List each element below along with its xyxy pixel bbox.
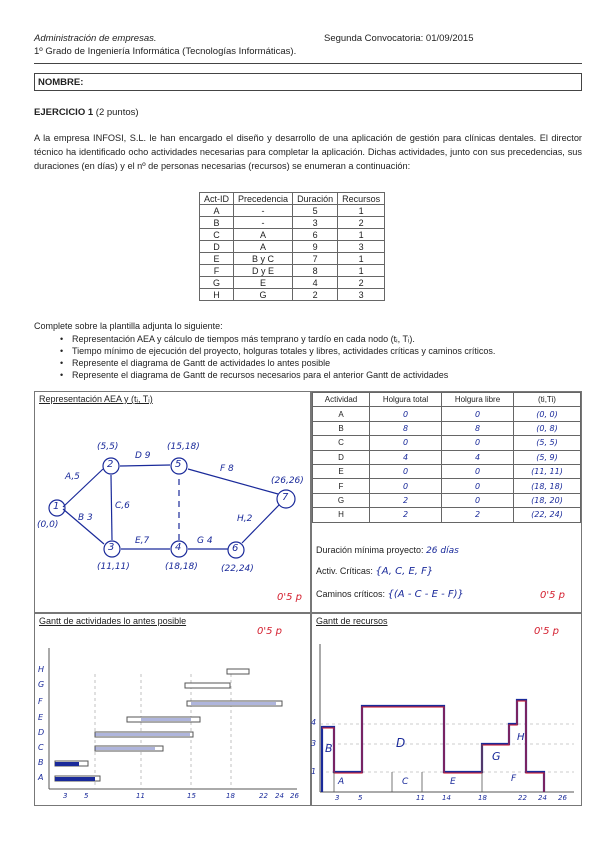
aea-network	[35, 392, 310, 612]
x-tick: 24	[275, 792, 284, 800]
course-name: Administración de empresas.	[34, 33, 157, 44]
cell: B y C	[234, 253, 293, 265]
cell: H	[200, 289, 234, 301]
cell: 1	[338, 229, 385, 241]
gantt-activities-chart	[35, 614, 310, 805]
x-tick: 3	[63, 792, 68, 800]
aea-title: Representación AEA y (tᵢ, Tᵢ)	[39, 394, 153, 404]
node-times: (0,0)	[37, 520, 59, 530]
col-times: (ti,Ti)	[514, 393, 581, 407]
gantt-activities-score: 0'5 p	[257, 626, 282, 637]
row-label: G	[38, 680, 45, 689]
cell: 4	[293, 277, 338, 289]
cell: 2	[338, 277, 385, 289]
cell: (18, 20)	[514, 493, 581, 507]
x-tick: 18	[478, 794, 487, 802]
x-tick: 5	[84, 792, 89, 800]
node-times: (5,5)	[97, 442, 119, 452]
node-times: (26,26)	[271, 476, 304, 486]
table-row	[313, 407, 581, 421]
resource-label: G	[492, 750, 501, 763]
duration-label: Duración mínima proyecto:	[316, 545, 424, 555]
cell: 0	[442, 479, 514, 493]
cell: D	[313, 450, 370, 464]
row-label: D	[38, 728, 45, 737]
col-duracion: Duración	[293, 193, 338, 205]
arc-label: C,6	[115, 501, 130, 511]
cell: 0	[442, 493, 514, 507]
node-label: 2	[107, 459, 114, 470]
cell: 2	[338, 217, 385, 229]
cell: A	[234, 241, 293, 253]
slack-box	[311, 391, 582, 613]
table-row	[200, 229, 385, 241]
x-tick: 26	[290, 792, 299, 800]
row-label: H	[38, 665, 45, 674]
col-act-id: Act-ID	[200, 193, 234, 205]
resource-label: D	[396, 736, 406, 750]
gantt-bar-g	[185, 683, 230, 688]
activities-header-row	[200, 193, 385, 205]
x-tick: 22	[518, 794, 527, 802]
table-row	[313, 508, 581, 522]
arc-c	[111, 475, 112, 540]
aea-box	[34, 391, 311, 613]
cell: 1	[338, 205, 385, 217]
y-tick: 4	[311, 718, 317, 727]
resource-label: B	[325, 742, 333, 755]
paths-value: {(A - C - E - F)}	[387, 589, 464, 600]
row-label: E	[38, 713, 44, 722]
gantt-resources-score: 0'5 p	[534, 626, 559, 637]
cell: 4	[370, 450, 442, 464]
table-row	[313, 493, 581, 507]
col-recursos: Recursos	[338, 193, 385, 205]
exercise-statement: A la empresa INFOSI, S.L. le han encargado el diseño y desarrollo de una aplicación de gestión para clínicas dentales. El director técnico ha identificado ocho actividades necesarias para completar la aplicación. Dichas actividades, junto con sus precedencias, sus duraciones (en días) y el nº de personas necesarias (recursos) se enumeran a continuación:	[34, 133, 582, 171]
table-row	[313, 421, 581, 435]
exercise-heading	[34, 107, 139, 118]
table-row	[313, 479, 581, 493]
x-tick: 24	[538, 794, 547, 802]
cell: (11, 11)	[514, 464, 581, 478]
paths-label: Caminos críticos:	[316, 589, 386, 599]
cell: 0	[442, 464, 514, 478]
cell: (5, 5)	[514, 436, 581, 450]
node-label: 5	[175, 459, 182, 470]
arc-label: F 8	[220, 464, 234, 474]
cell: C	[200, 229, 234, 241]
cell: -	[234, 205, 293, 217]
col-holgura-libre: Holgura libre	[442, 393, 514, 407]
row-label: C	[38, 743, 44, 752]
col-actividad: Actividad	[313, 393, 370, 407]
cell: 0	[370, 436, 442, 450]
row-label: B	[38, 758, 44, 767]
cell: E	[313, 464, 370, 478]
x-tick: 5	[358, 794, 363, 802]
resource-label: H	[517, 732, 525, 743]
y-tick: 1	[311, 767, 317, 776]
resource-label: E	[450, 777, 456, 787]
resource-label: A	[338, 777, 345, 787]
col-holgura-total: Holgura total	[370, 393, 442, 407]
duration-row	[316, 545, 459, 556]
name-field[interactable]	[34, 73, 582, 91]
cell: A	[200, 205, 234, 217]
row-label: F	[38, 697, 43, 706]
instruction-item: • Representación AEA y cálculo de tiempos más temprano y tardío en cada nodo (tᵢ, Tᵢ).	[72, 333, 495, 345]
cell: (22, 24)	[514, 508, 581, 522]
activities-table	[199, 192, 385, 301]
cell: E	[234, 277, 293, 289]
table-row	[200, 205, 385, 217]
exercise-points: (2 puntos)	[95, 107, 139, 118]
resource-label: C	[402, 777, 409, 787]
cell: 3	[293, 217, 338, 229]
table-row	[200, 217, 385, 229]
cell: 6	[293, 229, 338, 241]
arc-d	[120, 465, 170, 466]
critical-label: Activ. Críticas:	[316, 566, 373, 576]
gantt-activities-title: Gantt de actividades lo antes posible	[39, 616, 187, 626]
gantt-fill-f	[191, 702, 276, 705]
table-row	[313, 450, 581, 464]
cell: 5	[293, 205, 338, 217]
cell: G	[200, 277, 234, 289]
instructions-list	[72, 333, 495, 381]
arc-label: G 4	[197, 536, 213, 546]
arc-label: A,5	[65, 472, 80, 482]
cell: -	[234, 217, 293, 229]
arc-label: B 3	[78, 513, 93, 523]
table-row	[200, 241, 385, 253]
cell: A	[313, 407, 370, 421]
gantt-fill-e	[141, 718, 191, 721]
gantt-fill-d	[95, 733, 190, 736]
cell: C	[313, 436, 370, 450]
x-tick: 11	[416, 794, 425, 802]
node-label: 7	[282, 492, 289, 503]
node-label: 4	[175, 542, 182, 553]
duration-value: 26 días	[426, 546, 459, 556]
gantt-fill-b	[55, 762, 79, 766]
cell: 2	[370, 508, 442, 522]
node-label: 6	[232, 543, 239, 554]
x-tick: 26	[558, 794, 567, 802]
slack-table	[312, 392, 581, 523]
col-precedencia: Precedencia	[234, 193, 293, 205]
x-tick: 18	[226, 792, 235, 800]
cell: 0	[442, 436, 514, 450]
row-label: A	[38, 773, 44, 782]
arc-label: E,7	[135, 536, 150, 546]
aea-score: 0'5 p	[277, 592, 302, 603]
cell: 0	[442, 407, 514, 421]
cell: 3	[338, 289, 385, 301]
gantt-bar-h	[227, 669, 249, 674]
x-tick: 11	[136, 792, 145, 800]
exercise-title: EJERCICIO 1	[34, 107, 94, 118]
cell: (0, 8)	[514, 421, 581, 435]
cell: 8	[293, 265, 338, 277]
table-row	[313, 436, 581, 450]
cell: G	[234, 289, 293, 301]
instruction-item: • Tiempo mínimo de ejecución del proyecto, holguras totales y libres, actividades críticas y caminos críticos.	[72, 345, 495, 357]
cell: 7	[293, 253, 338, 265]
gantt-resources-box	[311, 613, 582, 806]
gantt-resources-title: Gantt de recursos	[316, 616, 388, 626]
cell: 2	[370, 493, 442, 507]
cell: 2	[293, 289, 338, 301]
table-row	[200, 265, 385, 277]
cell: A	[234, 229, 293, 241]
resource-label: F	[511, 774, 517, 784]
cell: 0	[370, 479, 442, 493]
cell: (18, 18)	[514, 479, 581, 493]
table-row	[200, 289, 385, 301]
arc-label: H,2	[237, 514, 253, 524]
cell: E	[200, 253, 234, 265]
y-tick: 3	[311, 739, 317, 748]
cell: 0	[370, 407, 442, 421]
cell: (0, 0)	[514, 407, 581, 421]
x-tick: 14	[442, 794, 451, 802]
cell: F	[313, 479, 370, 493]
table-row	[313, 464, 581, 478]
cell: G	[313, 493, 370, 507]
cell: 2	[442, 508, 514, 522]
gantt-activities-box	[34, 613, 311, 806]
name-label: NOMBRE:	[38, 77, 84, 88]
paths-row	[316, 589, 464, 600]
cell: D	[200, 241, 234, 253]
instruction-item: • Represente el diagrama de Gantt de recursos necesarios para el anterior Gantt de actividades	[72, 369, 495, 381]
cell: B	[200, 217, 234, 229]
cell: D y E	[234, 265, 293, 277]
cell: F	[200, 265, 234, 277]
exam-date: Segunda Convocatoria: 01/09/2015	[324, 33, 474, 44]
cell: H	[313, 508, 370, 522]
instructions-intro: Complete sobre la plantilla adjunta lo siguiente:	[34, 321, 223, 331]
node-label: 1	[53, 501, 60, 512]
slack-header-row	[313, 393, 581, 407]
arc-label: D 9	[135, 451, 151, 461]
arc-h	[242, 505, 279, 543]
node-times: (15,18)	[167, 442, 200, 452]
cell: 8	[442, 421, 514, 435]
header-divider	[34, 63, 582, 64]
x-tick: 15	[187, 792, 196, 800]
cell: 8	[370, 421, 442, 435]
cell: 0	[370, 464, 442, 478]
cell: 9	[293, 241, 338, 253]
node-times: (18,18)	[165, 562, 198, 572]
cell: 1	[338, 253, 385, 265]
node-times: (22,24)	[221, 564, 254, 574]
critical-row	[316, 566, 433, 577]
cell: (5, 9)	[514, 450, 581, 464]
cell: 3	[338, 241, 385, 253]
table-row	[200, 253, 385, 265]
cell: B	[313, 421, 370, 435]
node-label: 3	[108, 542, 115, 553]
gantt-resources-chart	[312, 614, 581, 805]
degree-name: 1º Grado de Ingeniería Informática (Tecnologías Informáticas).	[34, 46, 297, 57]
x-tick: 22	[259, 792, 268, 800]
critical-value: {A, C, E, F}	[375, 566, 434, 577]
table-row	[200, 277, 385, 289]
x-tick: 3	[335, 794, 340, 802]
instruction-item: • Represente el diagrama de Gantt de actividades lo antes posible	[72, 357, 495, 369]
slack-score: 0'5 p	[540, 590, 565, 601]
cell: 4	[442, 450, 514, 464]
node-times: (11,11)	[97, 562, 130, 572]
gantt-fill-a	[55, 777, 95, 781]
gantt-fill-c	[95, 747, 155, 750]
cell: 1	[338, 265, 385, 277]
